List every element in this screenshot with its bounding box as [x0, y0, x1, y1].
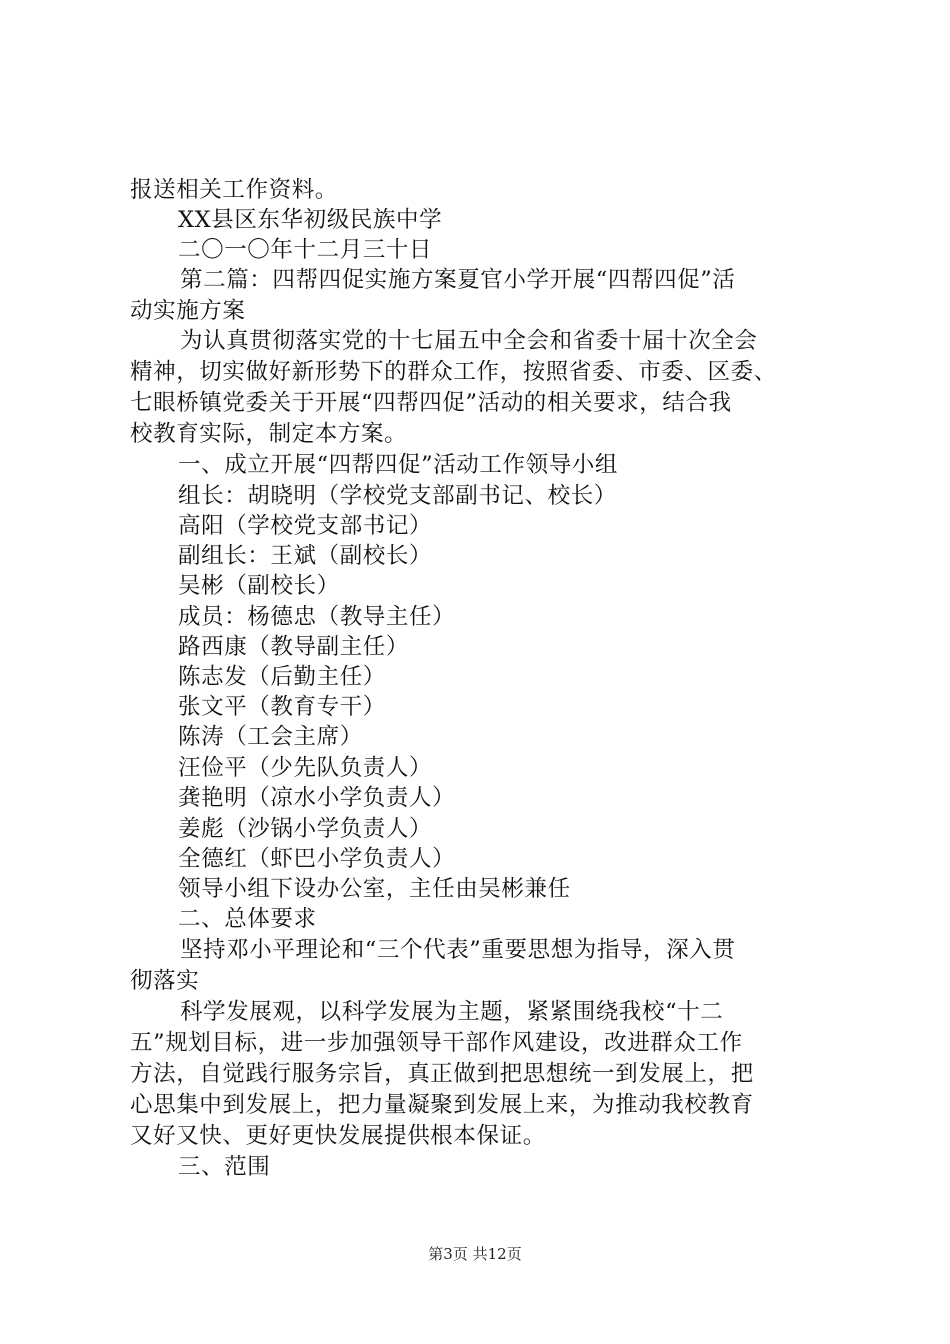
paragraph-line: 方法，自觉践行服务宗旨，真正做到把思想统一到发展上，把 [130, 1061, 754, 1087]
section-heading: 动实施方案 [130, 298, 246, 324]
list-item: 高阳（学校党支部书记） [178, 513, 433, 539]
paragraph-line: 七眼桥镇党委关于开展“四帮四促”活动的相关要求，结合我 [130, 390, 732, 416]
paragraph-line: 精神，切实做好新形势下的群众工作，按照省委、市委、区委、 [130, 359, 777, 385]
paragraph-line: 为认真贯彻落实党的十七届五中全会和省委十届十次全会 [180, 328, 758, 354]
text-line: 报送相关工作资料。 [130, 177, 338, 203]
paragraph-line: 心思集中到发展上，把力量凝聚到发展上来，为推动我校教育 [130, 1092, 754, 1118]
list-item: 副组长：王斌（副校长） [178, 543, 433, 569]
list-item: 汪俭平（少先队负责人） [178, 755, 433, 781]
list-item: 全德红（虾巴小学负责人） [178, 846, 456, 872]
list-item: 组长：胡晓明（学校党支部副书记、校长） [178, 483, 617, 509]
text-line: XX县区东华初级民族中学 [178, 207, 443, 233]
text-line: 二〇一〇年十二月三十日 [178, 237, 433, 263]
paragraph-line: 彻落实 [130, 968, 200, 994]
list-item: 吴彬（副校长） [178, 573, 340, 599]
list-item: 领导小组下设办公室，主任由吴彬兼任 [178, 876, 571, 902]
list-item: 陈涛（工会主席） [178, 724, 363, 750]
list-item: 龚艳明（凉水小学负责人） [178, 785, 456, 811]
list-item: 路西康（教导副主任） [178, 634, 410, 660]
paragraph-line: 科学发展观，以科学发展为主题，紧紧围绕我校“十二 [180, 999, 724, 1025]
section-heading: 三、范围 [178, 1154, 271, 1180]
list-item: 成员：杨德忠（教导主任） [178, 604, 456, 630]
paragraph-line: 又好又快、更好更快发展提供根本保证。 [130, 1123, 546, 1149]
section-heading: 一、成立开展“四帮四促”活动工作领导小组 [178, 452, 619, 478]
section-heading: 二、总体要求 [178, 906, 317, 932]
paragraph-line: 校教育实际，制定本方案。 [130, 421, 408, 447]
list-item: 陈志发（后勤主任） [178, 664, 386, 690]
list-item: 张文平（教育专干） [178, 694, 386, 720]
list-item: 姜彪（沙锅小学负责人） [178, 816, 433, 842]
paragraph-line: 五”规划目标，进一步加强领导干部作风建设，改进群众工作 [130, 1030, 743, 1056]
section-heading: 第二篇：四帮四促实施方案夏官小学开展“四帮四促”活 [180, 267, 736, 293]
page-footer: 第3页 共12页 [428, 1245, 522, 1263]
paragraph-line: 坚持邓小平理论和“三个代表”重要思想为指导，深入贯 [180, 937, 736, 963]
